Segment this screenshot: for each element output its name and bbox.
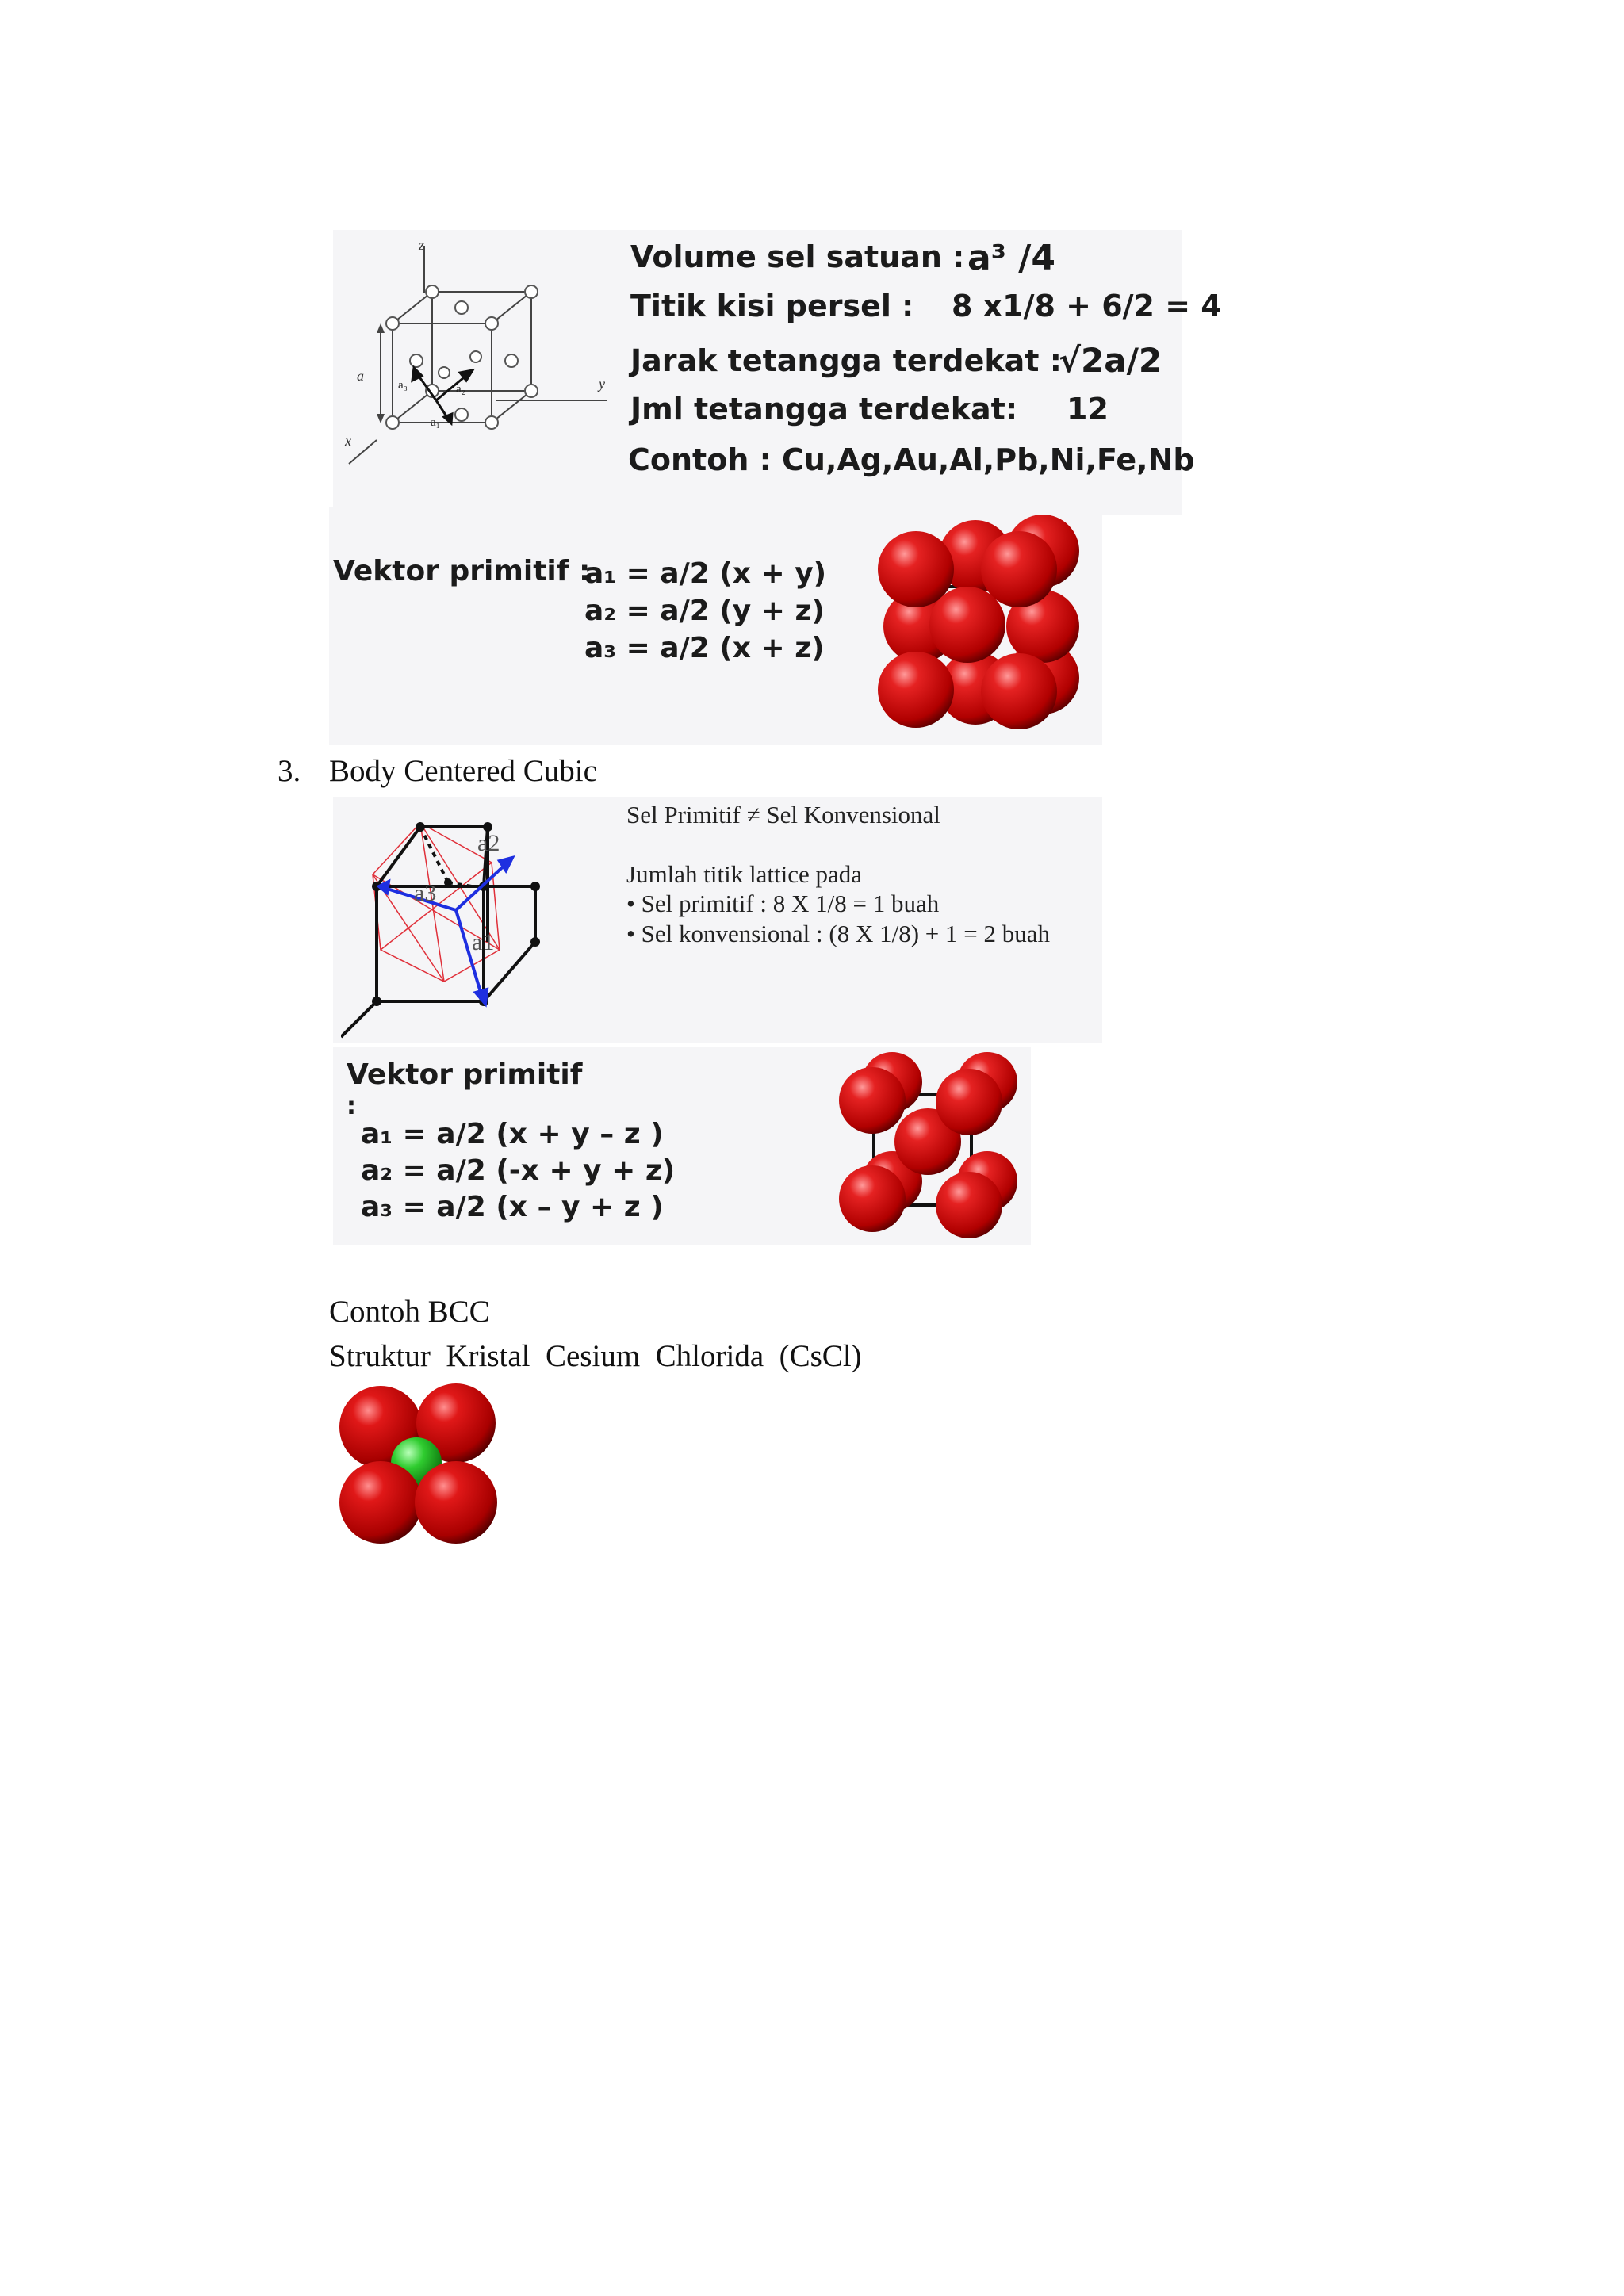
fcc-examples: Contoh : Cu,Ag,Au,Al,Pb,Ni,Fe,Nb (628, 442, 1195, 477)
bcc-conventional-count: • Sel konvensional : (8 X 1/8) + 1 = 2 buah (626, 920, 1051, 947)
bcc-vector-a2-label: a2 (477, 830, 500, 856)
bcc-primitive-count: • Sel primitif : 8 X 1/8 = 1 buah (626, 890, 940, 917)
axis-y-label: y (599, 376, 605, 392)
bcc-vector-a3-label: a3 (414, 880, 437, 906)
bcc-vector-a3: a₃ = a/2 (x – y + z ) (361, 1191, 664, 1223)
volume-value: a³ /4 (967, 238, 1055, 278)
fcc-vector-title: Vektor primitif : (333, 555, 591, 587)
lattice-points-value: 8 x1/8 + 6/2 = 4 (952, 289, 1222, 323)
example-title: Contoh BCC (329, 1295, 490, 1329)
axis-z-label: z (419, 237, 425, 253)
volume-label: Volume sel satuan : (630, 239, 965, 274)
bcc-heading-number: 3. (278, 754, 301, 788)
fcc-sphere-model (848, 507, 1102, 745)
vector-a3-label: a₃ (398, 379, 408, 392)
example-subtitle: Struktur Kristal Cesium Chlorida (CsCl) (329, 1339, 862, 1373)
nearest-distance-label: Jarak tetangga terdekat : (630, 343, 1062, 378)
vector-a2-label: a₂ (456, 383, 465, 396)
bcc-sphere-model (825, 1047, 1031, 1245)
bcc-vector-title: Vektor primitif (347, 1058, 583, 1091)
axis-x-label: x (345, 433, 351, 449)
vector-a1-label: a₁ (431, 416, 440, 429)
fcc-vector-a1: a₁ = a/2 (x + y) (584, 557, 827, 590)
bcc-vector-a1-label: a1 (472, 929, 495, 955)
nearest-count-separator: : (1005, 392, 1018, 427)
bcc-vector-a2: a₂ = a/2 (-x + y + z) (361, 1154, 676, 1187)
bcc-heading-title: Body Centered Cubic (329, 754, 597, 788)
bcc-lattice-count-heading: Jumlah titik lattice pada (626, 860, 862, 888)
fcc-vector-a2: a₂ = a/2 (y + z) (584, 595, 825, 627)
lattice-points-label: Titik kisi persel : (630, 289, 914, 323)
nearest-count-label: Jml tetangga terdekat (630, 392, 1005, 427)
cscl-sphere-model (329, 1383, 504, 1550)
bcc-primitive-vs-conventional: Sel Primitif ≠ Sel Konvensional (626, 801, 940, 828)
bcc-vector-a1: a₁ = a/2 (x + y – z ) (361, 1118, 664, 1150)
nearest-count-value: 12 (1067, 392, 1109, 427)
nearest-distance-value: √2a/2 (1059, 341, 1162, 380)
dimension-a-label: a (357, 368, 364, 384)
fcc-vector-a3: a₃ = a/2 (x + z) (584, 632, 825, 664)
fcc-cube-diagram (333, 230, 626, 476)
bcc-cube-diagram (341, 799, 603, 1041)
bcc-vector-colon: : (347, 1093, 356, 1120)
